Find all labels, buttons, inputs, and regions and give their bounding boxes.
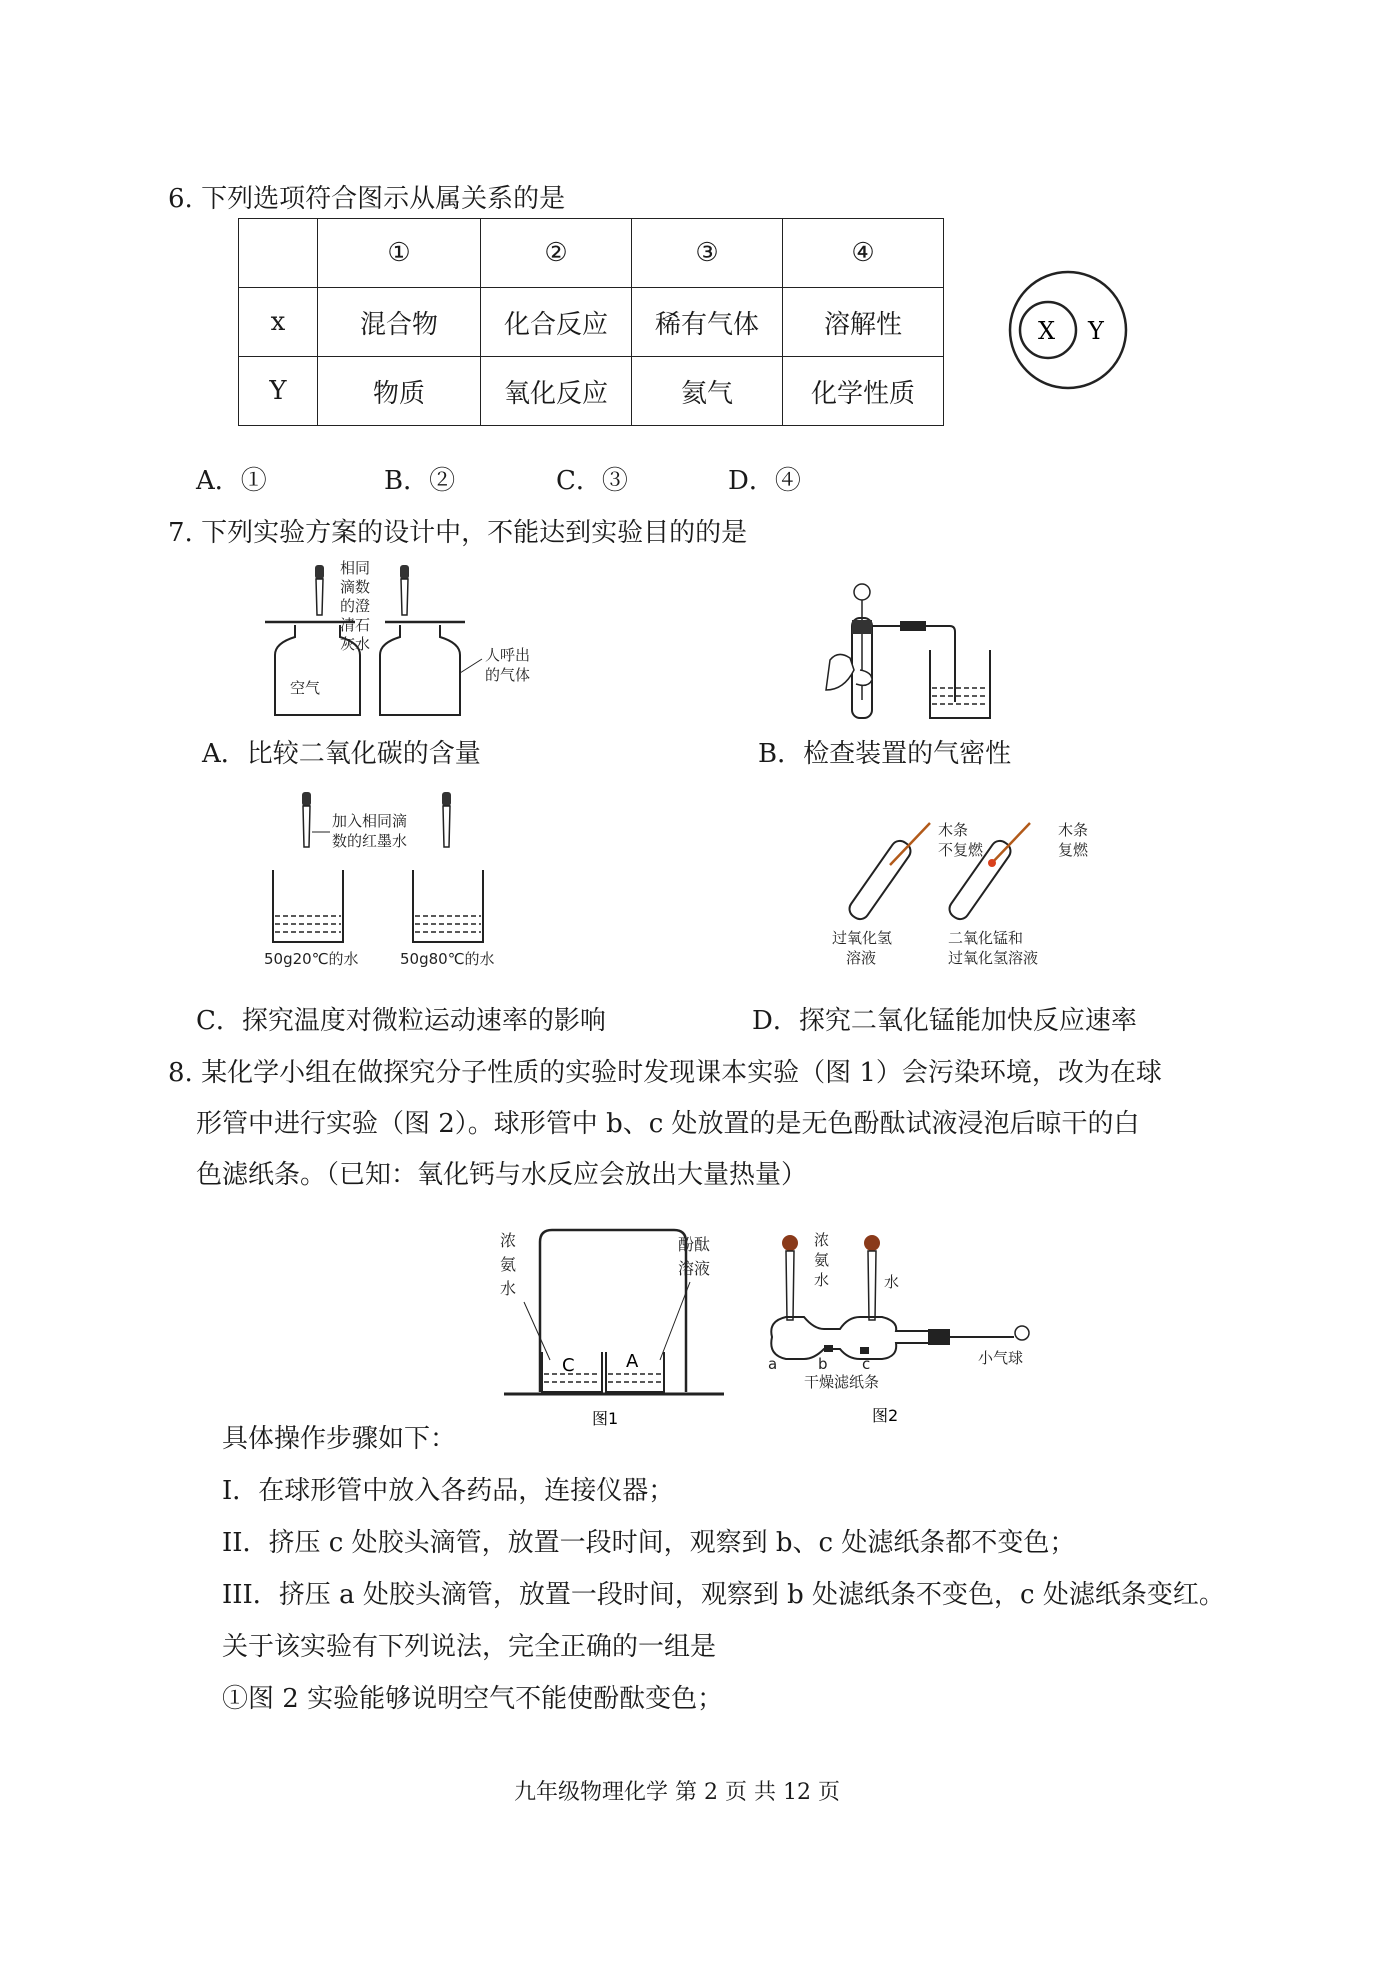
venn-x-label: X [1038, 317, 1056, 345]
label-text: 滴数 [340, 578, 371, 596]
bulb-tube-icon [771, 1317, 936, 1359]
table-cell: 氧化反应 [481, 357, 632, 426]
q7-caption-c[interactable]: C．探究温度对微粒运动速率的影响 [196, 1006, 606, 1036]
table-cell: 混合物 [318, 288, 481, 357]
q6-option-b[interactable]: B．② [384, 466, 456, 496]
figure-2-bulb-tube-setup [764, 1225, 1054, 1425]
label-text: 干燥滤纸条 [804, 1373, 880, 1391]
beaker-c-label: C [562, 1355, 575, 1376]
label-text: 空气 [290, 679, 321, 697]
label-text: 清石 [340, 616, 371, 634]
page-footer: 九年级物理化学 第 2 页 共 12 页 [514, 1780, 840, 1805]
table-cell: 溶解性 [783, 288, 944, 357]
table-cell: ① [318, 219, 481, 288]
q7-caption-b[interactable]: B．检查装置的气密性 [758, 739, 1012, 769]
label-text: 的气体 [485, 666, 531, 684]
label-text: 不复燃 [938, 841, 984, 859]
table-cell: 氦气 [632, 357, 783, 426]
funnel-icon [854, 584, 870, 600]
stopper-icon [852, 620, 872, 634]
dropper-bulb-icon [315, 565, 324, 579]
label-text: 过氧化氢溶液 [948, 949, 1039, 967]
filter-strip-b [824, 1345, 833, 1352]
dropper-bulb-icon [442, 792, 451, 806]
beaker-icon [930, 650, 990, 718]
dropper-bulb-icon [782, 1235, 798, 1251]
gas-bottle-icon [380, 625, 460, 715]
step-item: II．挤压 c 处胶头滴管，放置一段时间，观察到 b、c 处滤纸条都不变色； [222, 1528, 1076, 1558]
filter-strip-c [860, 1347, 869, 1354]
dropper-tube-icon [786, 1251, 794, 1320]
balloon-icon [1015, 1326, 1029, 1340]
label-text: 的澄 [340, 597, 371, 615]
dropper-tube-icon [868, 1251, 876, 1320]
table-cell: Y [239, 357, 318, 426]
q6-stem: 6. 下列选项符合图示从属关系的是 [168, 184, 566, 214]
flame-icon [988, 859, 996, 867]
figure-1-beaker-setup [494, 1222, 734, 1427]
rubber-tube-icon [900, 621, 926, 631]
label-text: 50g80℃的水 [400, 950, 495, 968]
table-cell: 化合反应 [481, 288, 632, 357]
point-label: b [818, 1355, 828, 1373]
beaker-icon [413, 870, 483, 942]
q7-caption-a[interactable]: A．比较二氧化碳的含量 [202, 739, 481, 769]
label-text: 水 [884, 1273, 900, 1291]
dropper-bulb-icon [400, 565, 409, 579]
label-text: 二氧化锰和 [948, 929, 1024, 947]
q8-statement-1: ①图 2 实验能够说明空气不能使酚酞变色； [222, 1684, 724, 1714]
table-cell: ④ [783, 219, 944, 288]
table-cell [239, 219, 318, 288]
label-text: 复燃 [1058, 841, 1089, 859]
dropper-tube-icon [401, 579, 408, 615]
q8-stem-line: 色滤纸条。（已知：氧化钙与水反应会放出大量热量） [196, 1160, 808, 1190]
q8-ask: 关于该实验有下列说法，完全正确的一组是 [222, 1632, 717, 1662]
label-text: 浓 [500, 1231, 517, 1250]
label-text: 氨 [500, 1255, 517, 1274]
dropper-tube-icon [303, 806, 310, 847]
label-text: 水 [500, 1279, 517, 1298]
dropper-tube-icon [443, 806, 450, 847]
q7-stem: 7. 下列实验方案的设计中，不能达到实验目的的是 [168, 518, 748, 548]
dropper-bulb-icon [302, 792, 311, 806]
label-text: 浓 [814, 1231, 830, 1249]
step-item: I．在球形管中放入各药品，连接仪器； [222, 1476, 675, 1506]
table-cell: 稀有气体 [632, 288, 783, 357]
beaker-a-label: A [626, 1351, 639, 1372]
label-text: 溶液 [846, 949, 877, 967]
label-text: 过氧化氢 [832, 929, 893, 947]
q6-option-d[interactable]: D．④ [728, 466, 801, 496]
wood-splint-icon [990, 823, 1030, 865]
table-cell: 物质 [318, 357, 481, 426]
stopper-icon [928, 1329, 950, 1345]
label-text: 氨 [814, 1251, 830, 1269]
beaker-icon [273, 870, 343, 942]
step-item: III．挤压 a 处胶头滴管，放置一段时间，观察到 b 处滤纸条不变色，c 处滤纸条变红。 [222, 1580, 1225, 1610]
table-cell: 化学性质 [783, 357, 944, 426]
dropper-bulb-icon [864, 1235, 880, 1251]
figure-2-caption: 图2 [872, 1406, 899, 1425]
hand-icon [826, 654, 854, 690]
fig-a-co2-comparison [260, 555, 560, 725]
table-cell: ③ [632, 219, 783, 288]
fig-d-mno2 [820, 815, 1120, 985]
label-text: 灰水 [340, 635, 371, 653]
q6-option-a[interactable]: A．① [196, 466, 267, 496]
table-row [239, 357, 944, 426]
venn-outer-circle [1010, 272, 1126, 388]
wood-splint-icon [890, 823, 930, 865]
table-row [239, 219, 944, 288]
q8-stem-line: 形管中进行实验（图 2）。球形管中 b、c 处放置的是无色酚酞试液浸泡后晾干的白 [196, 1109, 1140, 1139]
label-text: 木条 [1058, 821, 1089, 839]
label-text: 人呼出 [485, 646, 531, 664]
fig-b-airtightness [820, 580, 1060, 720]
label-text: 溶液 [678, 1259, 711, 1278]
table-row [239, 288, 944, 357]
label-text: 木条 [938, 821, 969, 839]
label-text: 50g20℃的水 [264, 950, 359, 968]
table-cell: ② [481, 219, 632, 288]
q6-table [238, 218, 944, 426]
label-text: 数的红墨水 [332, 832, 408, 850]
label-text: 相同 [340, 559, 371, 577]
q6-option-c[interactable]: C．③ [556, 466, 628, 496]
label-text: 小气球 [978, 1349, 1024, 1367]
steps-title: 具体操作步骤如下： [222, 1424, 457, 1454]
label-text: 加入相同滴 [332, 812, 408, 830]
label-text: 水 [814, 1271, 830, 1289]
venn-diagram [1000, 270, 1140, 390]
venn-y-label: Y [1088, 317, 1104, 345]
label-text: 酚酞 [678, 1235, 711, 1254]
q7-caption-d[interactable]: D．探究二氧化锰能加快反应速率 [752, 1006, 1137, 1036]
dropper-tube-icon [316, 579, 323, 615]
fig-c-temperature [258, 792, 528, 972]
point-label: c [862, 1355, 871, 1373]
table-cell: x [239, 288, 318, 357]
point-label: a [768, 1355, 778, 1373]
q8-stem-line: 8. 某化学小组在做探究分子性质的实验时发现课本实验（图 1）会污染环境，改为在球 [168, 1058, 1162, 1088]
figure-1-caption: 图1 [592, 1409, 619, 1427]
